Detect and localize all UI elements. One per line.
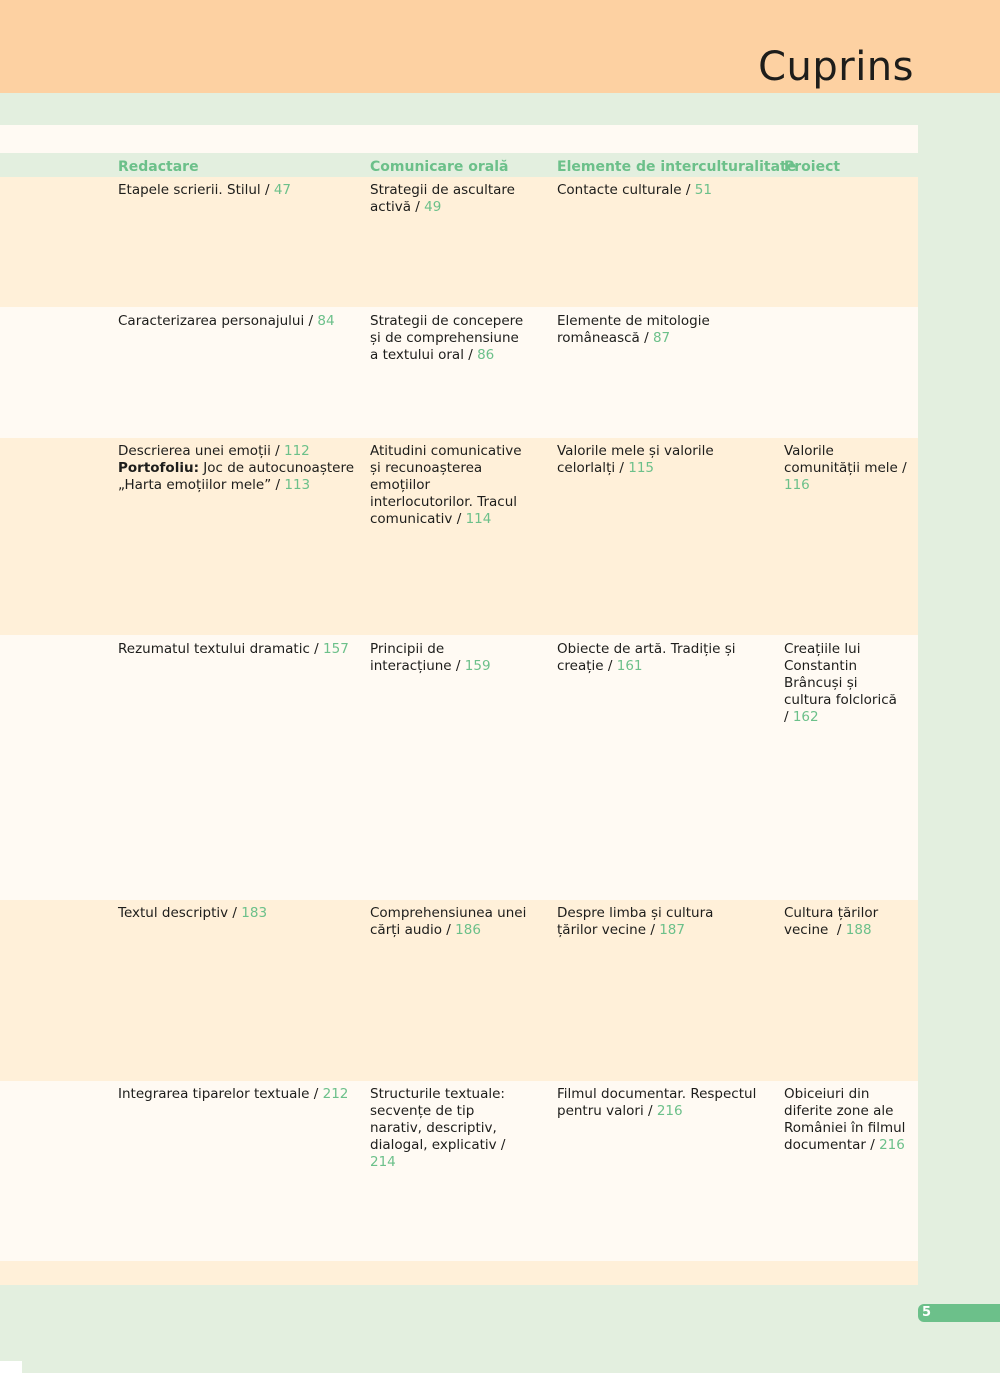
entry-redactare-3: Descrierea unei emoții / 112 Portofoliu: Joc de autocunoaștere „Harta emoțiilor mele” / 113 <box>118 443 355 493</box>
entry-redactare-1: Etapele scrierii. Stilul / 47 <box>118 182 292 198</box>
entry-proiect-6: Obiceiuri din diferite zone ale României în filmul documentar / 216 <box>784 1086 906 1153</box>
entry-comunicare-6: Structurile textuale: secvențe de tip narativ, descriptiv, dialogal, explicativ / 214 <box>370 1086 506 1170</box>
column-header-redactare: Redactare <box>118 159 199 175</box>
entry-comunicare-3: Atitudini comunicative și recunoașterea emoțiilor interlocutorilor. Tracul comunicativ / 114 <box>370 443 522 527</box>
entry-comunicare-4: Principii de interacțiune / 159 <box>370 641 491 674</box>
column-header-proiect: Proiect <box>784 159 841 175</box>
entry-elemente-2: Elemente de mitologie românească / 87 <box>557 313 710 346</box>
entry-elemente-4: Obiecte de artă. Tradiție și creație / 161 <box>557 641 736 674</box>
portofoliu-label: Portofoliu: <box>118 460 199 476</box>
entry-redactare-2: Caracterizarea personajului / 84 <box>118 313 335 329</box>
entry-redactare-6: Integrarea tiparelor textuale / 212 <box>118 1086 349 1102</box>
entry-proiect-3: Valorile comunității mele / 116 <box>784 443 907 493</box>
column-header-elemente: Elemente de interculturalitate <box>557 159 797 175</box>
corner-mark <box>0 1361 22 1373</box>
entry-elemente-6: Filmul documentar. Respectul pentru valori / 216 <box>557 1086 757 1119</box>
column-header-comunicare: Comunicare orală <box>370 159 509 175</box>
entry-redactare-4: Rezumatul textului dramatic / 157 <box>118 641 349 657</box>
entry-elemente-1: Contacte culturale / 51 <box>557 182 712 198</box>
entry-elemente-5: Despre limba și cultura țărilor vecine / 187 <box>557 905 714 938</box>
entry-proiect-4: Creațiile lui Constantin Brâncuși și cultura folclorică / 162 <box>784 641 897 725</box>
entry-comunicare-2: Strategii de concepere și de comprehensiune a textului oral / 86 <box>370 313 524 363</box>
entry-redactare-5: Textul descriptiv / 183 <box>118 905 268 921</box>
page-title: Cuprins <box>758 44 914 90</box>
bottom-strip <box>0 1261 918 1285</box>
entry-elemente-3: Valorile mele și valorile celorlalți / 115 <box>557 443 714 476</box>
page-number-badge: 5 <box>918 1304 1000 1322</box>
page-header <box>0 0 1000 93</box>
entry-comunicare-5: Comprehensiunea unei cărți audio / 186 <box>370 905 527 938</box>
entry-proiect-5: Cultura țărilor vecine / 188 <box>784 905 883 938</box>
entry-comunicare-1: Strategii de ascultare activă / 49 <box>370 182 515 215</box>
